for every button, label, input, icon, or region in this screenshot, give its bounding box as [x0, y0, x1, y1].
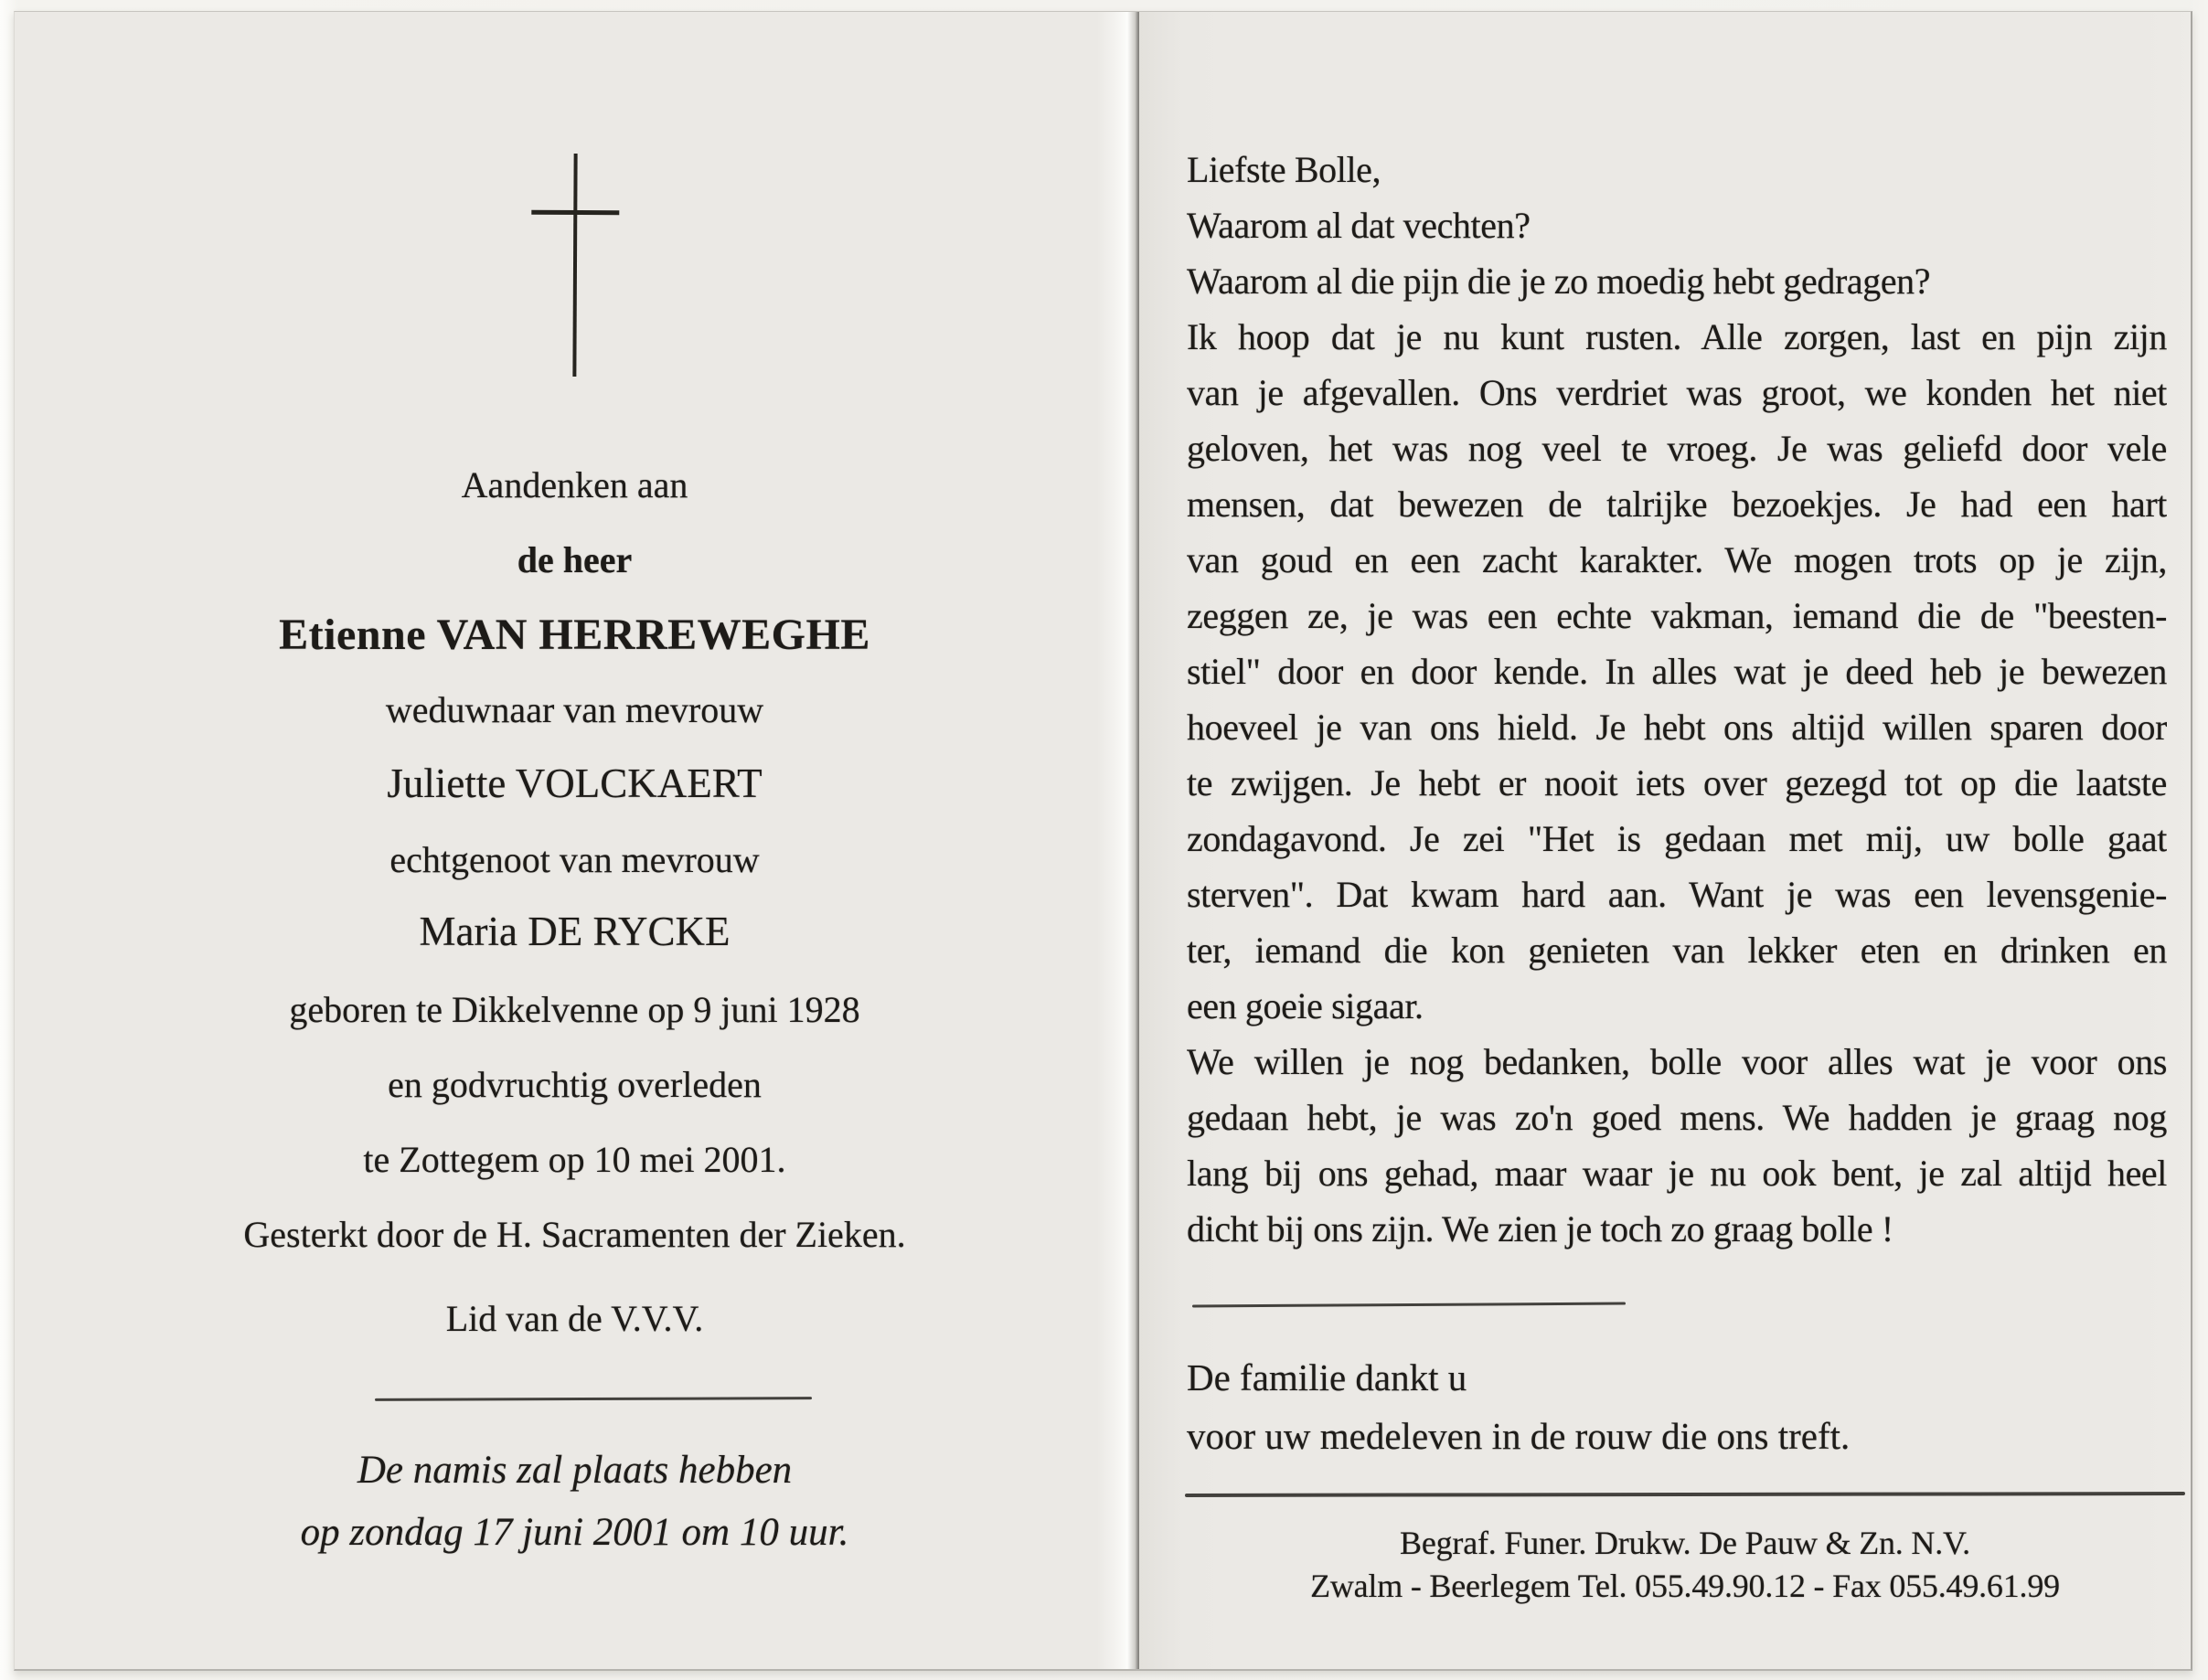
mass-announcement-1: De namis zal plaats hebben — [357, 1449, 793, 1492]
letter-line: mensen, dat bewezen de talrijke bezoekjes. Je had een hart — [1187, 484, 2167, 525]
letter-line: geloven, het was nog veel te vroeg. Je was geliefd door vele — [1187, 428, 2167, 469]
letter-line: lang bij ons gehad, maar waar je nu ook bent, je zal altijd heel — [1187, 1153, 2167, 1194]
letter-line: Ik hoop dat je nu kunt rusten. Alle zorgen, last en pijn zijn — [1187, 316, 2167, 357]
letter-line: Waarom al die pijn die je zo moedig hebt gedragen? — [1187, 261, 1931, 302]
letter-line: ter, iemand die kon genieten van lekker eten en drinken en — [1187, 930, 2167, 971]
printer-credit — [1185, 1522, 2185, 1608]
birth-line: geboren te Dikkelvenne op 9 juni 1928 — [289, 989, 860, 1030]
letter-divider — [1192, 1303, 1626, 1308]
death-line-2: te Zottegem op 10 mei 2001. — [363, 1139, 786, 1180]
letter-line: We willen je nog bedanken, bolle voor alles wat je voor ons — [1187, 1041, 2167, 1082]
deceased-name: Etienne VAN HERREWEGHE — [279, 611, 870, 659]
family-thanks — [1187, 1348, 1850, 1465]
printer-divider — [1185, 1492, 2185, 1497]
right-page — [1139, 12, 2191, 1669]
spouse-of-label: echtgenoot van mevrouw — [389, 839, 760, 880]
thanks-line-1: De familie dankt u — [1187, 1356, 1467, 1398]
letter-line: van goud en een zacht karakter. We mogen trots op je zijn, — [1187, 539, 2167, 580]
letter-closing: dicht bij ons zijn. We zien je toch zo graag bolle ! — [1187, 1208, 1893, 1249]
letter-line: zeggen ze, je was een echte vakman, iemand die de "beesten- — [1187, 595, 2167, 636]
left-page — [15, 12, 1135, 1669]
memorial-card — [14, 11, 2192, 1671]
letter-line: te zwijgen. Je hebt er nooit iets over gezegd tot op die laatste — [1187, 762, 2167, 803]
honorific: de heer — [517, 539, 633, 580]
mass-announcement-2: op zondag 17 juni 2001 om 10 uur. — [300, 1511, 849, 1554]
cross-horizontal-bar — [531, 210, 619, 216]
memorial-intro: Aandenken aan — [461, 464, 688, 505]
first-wife-name: Juliette VOLCKAERT — [387, 760, 763, 806]
letter-line: stiel" door en door kende. In alles wat je deed heb je bewezen — [1187, 651, 2167, 692]
fold-crease — [1097, 12, 1139, 1669]
farewell-letter — [1187, 142, 2167, 1257]
letter-line: gedaan hebt, je was zo'n goed mens. We hadden je graag nog — [1187, 1097, 2167, 1138]
second-wife-name: Maria DE RYCKE — [419, 909, 731, 954]
widower-of-label: weduwnaar van mevrouw — [385, 689, 764, 730]
death-line-1: en godvruchtig overleden — [388, 1064, 762, 1105]
left-page-divider — [375, 1397, 812, 1401]
letter-line: hoeveel je van ons hield. Je hebt ons altijd willen sparen door — [1187, 707, 2167, 748]
cross-vertical-bar — [572, 154, 577, 377]
latin-cross-icon — [530, 154, 619, 377]
thanks-line-2: voor uw medeleven in de rouw die ons treft. — [1187, 1415, 1851, 1457]
sacraments-line: Gesterkt door de H. Sacramenten der Zieken. — [243, 1214, 906, 1255]
printer-contact: Zwalm - Beerlegem Tel. 055.49.90.12 - Fax 055.49.61.99 — [1310, 1568, 2060, 1604]
letter-line: sterven". Dat kwam hard aan. Want je was een levensgenie- — [1187, 874, 2167, 915]
letter-salutation: Liefste Bolle, — [1187, 149, 1381, 190]
printer-name: Begraf. Funer. Drukw. De Pauw & Zn. N.V. — [1400, 1525, 1970, 1561]
letter-line: van je afgevallen. Ons verdriet was groot, we konden het niet — [1187, 372, 2167, 413]
letter-line: een goeie sigaar. — [1187, 985, 1424, 1026]
letter-line: zondagavond. Je zei "Het is gedaan met mij, uw bolle gaat — [1187, 818, 2167, 859]
letter-line: Waarom al dat vechten? — [1187, 205, 1531, 246]
membership-line: Lid van de V.V.V. — [445, 1298, 704, 1339]
